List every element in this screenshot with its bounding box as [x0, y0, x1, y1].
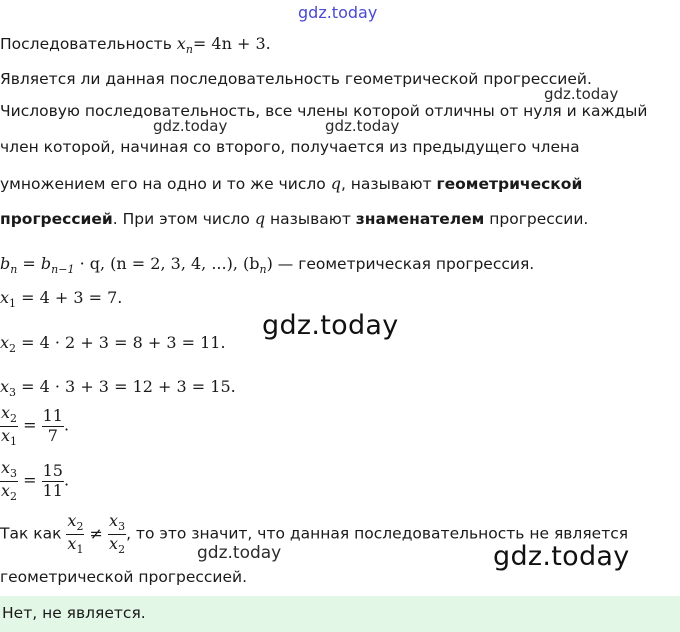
ratio-1: $\frac{x_2}{x_1}$ = $\frac{11}{7}$ .	[1, 403, 70, 448]
definition-line-3: умножением его на одно и то же число q, называют геометрической	[0, 174, 583, 193]
watermark-logo: gdz.today	[298, 3, 378, 22]
watermark-logo: gdz.today	[153, 117, 228, 135]
calc-x1: $x_1 = 4 + 3 = 7$.	[0, 288, 123, 310]
intro-line: Последовательность $x_n= 4n + 3$.	[0, 34, 271, 56]
ratio-2: $\frac{x_3}{x_2}$ = $\frac{15}{11}$ .	[1, 458, 70, 503]
answer-box	[0, 596, 680, 632]
answer-text: Нет, не является.	[2, 604, 146, 622]
definition-line-4: прогрессией. При этом число q называют знаменателем прогрессии.	[0, 209, 589, 228]
watermark-logo: gdz.today	[325, 117, 400, 135]
calc-x2: $x_2 = 4 \cdot 2 + 3 = 8 + 3 = 11$.	[0, 333, 226, 355]
watermark-logo: gdz.today	[197, 543, 282, 563]
watermark-logo: gdz.today	[493, 541, 630, 572]
question-text: Является ли данная последовательность геометрической прогрессией.	[0, 70, 592, 88]
definition-line-1: Числовую последовательность, все члены которой отличны от нуля и каждый	[0, 102, 648, 120]
sequence-formula: $x_n= 4n + 3$.	[176, 34, 271, 56]
conclusion-line-2: геометрической прогрессией.	[0, 568, 248, 586]
definition-line-2: член которой, начиная со второго, получается из предыдущего члена	[0, 138, 580, 156]
conclusion-line-1: Так как $\frac{x_2}{x_1}$ ≠ $\frac{x_3}{x_2}$ , то это значит, что данная последовательность не является	[0, 511, 629, 556]
calc-x3: $x_3 = 4 \cdot 3 + 3 = 12 + 3 = 15$.	[0, 377, 236, 399]
watermark-logo: gdz.today	[544, 85, 619, 103]
watermark-logo: gdz.today	[262, 310, 399, 341]
geometric-formula: $b_n = b_{n-1} \cdot q$, (n = 2, 3, 4, ...), $(b_n)$ — геометрическая прогрессия.	[0, 254, 535, 276]
